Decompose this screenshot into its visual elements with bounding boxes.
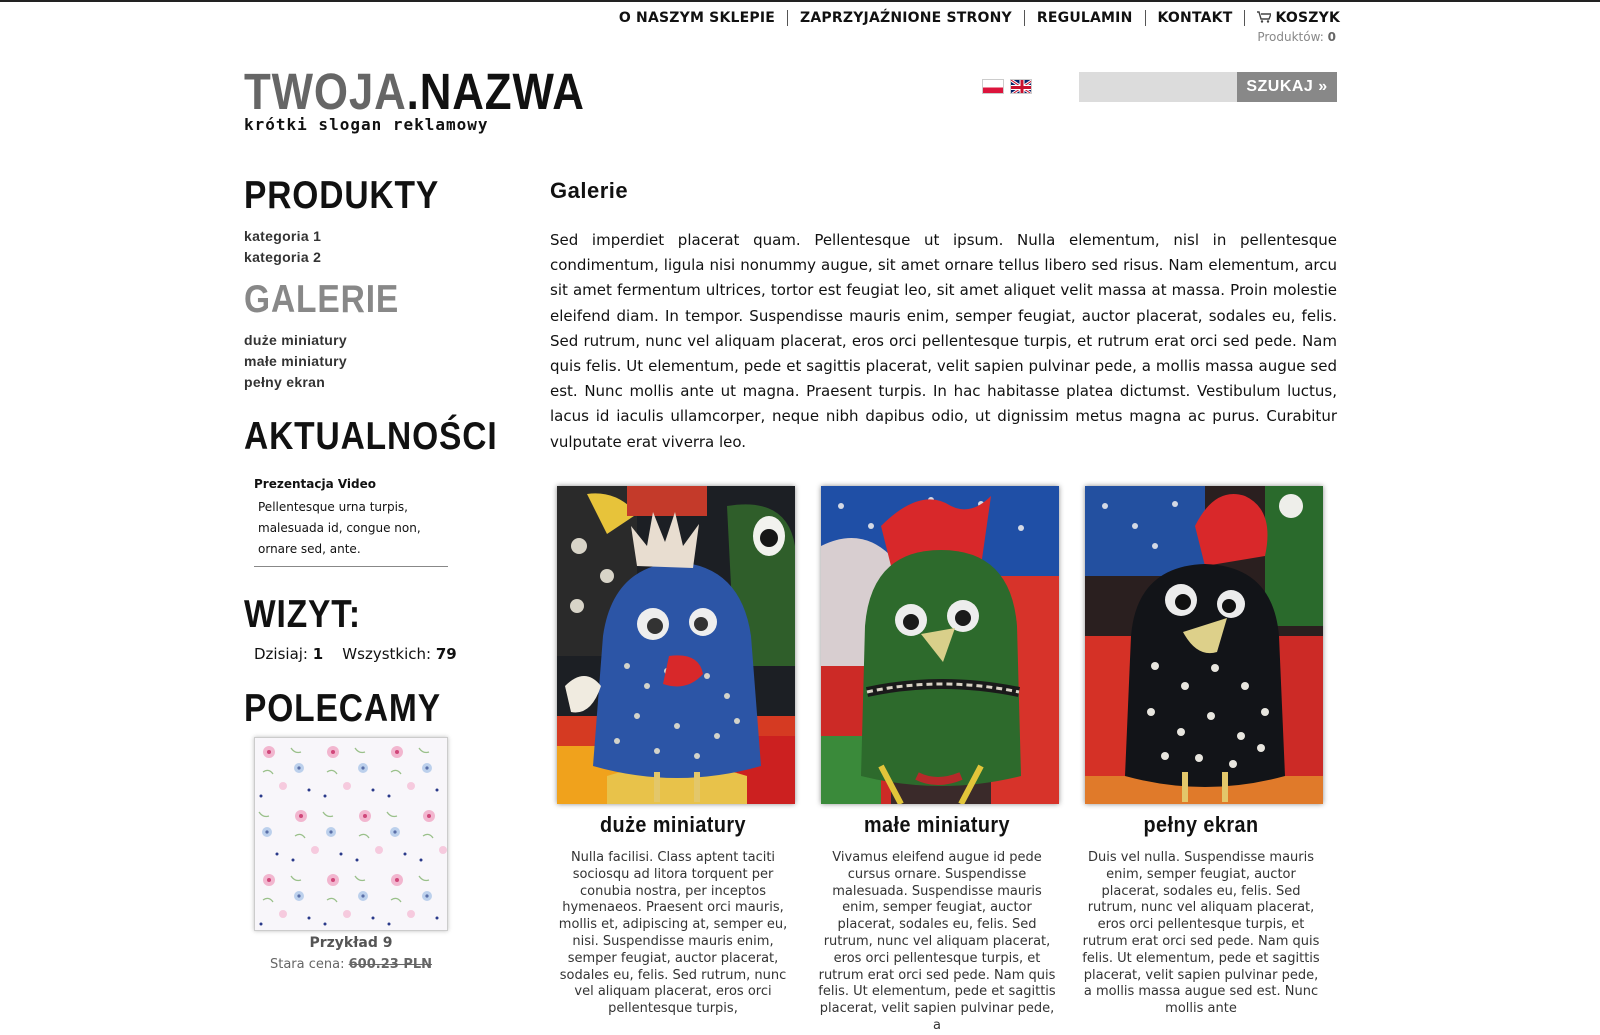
visits-today-value: 1: [312, 645, 324, 663]
logo-part-2: .NAZWA: [406, 63, 585, 120]
visits-total-value: 79: [435, 645, 457, 663]
nav-rules[interactable]: REGULAMIN: [1036, 10, 1133, 26]
promo-old-price-label: Stara cena:: [269, 957, 345, 972]
gallery-caption[interactable]: małe miniatury: [863, 812, 1011, 837]
cart-count: [1230, 30, 1336, 44]
search-button[interactable]: SZUKAJ »: [1237, 72, 1337, 102]
gallery-item: [814, 486, 1060, 1035]
sidebar-item-large-thumbs[interactable]: duże miniatury: [244, 332, 347, 348]
gallery-image-black-bird[interactable]: [1085, 486, 1323, 804]
site-slogan: krótki slogan reklamowy: [244, 115, 489, 134]
nav-cart[interactable]: [1245, 10, 1340, 26]
gallery-description: Nulla facilisi. Class aptent taciti sociosqu ad litora torquent per conubia nostra, per inceptos hymenaeos. Praesent orci mauris, mollis et, adipiscing at, semper eu, nisi. Suspendisse mauris enim, semper feugiat, auctor placerat, sodales eu, felis. Sed rutrum, nunc vel aliquam placerat, eros orci pellentesque turpis,: [558, 850, 788, 1017]
promo-heading: POLECAMY: [244, 687, 441, 730]
gallery-item: [550, 486, 796, 1018]
nav-about[interactable]: O NASZYM SKLEPIE: [618, 10, 776, 26]
news-body: Pellentesque urna turpis, malesuada id, congue non, ornare sed, ante.: [258, 500, 421, 556]
sidebar: [244, 174, 504, 972]
english-flag-icon[interactable]: [1010, 79, 1032, 94]
gallery-heading[interactable]: GALERIE: [244, 278, 400, 321]
visits-total-label: Wszystkich:: [342, 645, 432, 663]
gallery-image-green-bird[interactable]: [821, 486, 1059, 804]
promo-old-price: [254, 957, 448, 972]
cart-label: KOSZYK: [1275, 10, 1340, 26]
site-logo[interactable]: [244, 62, 585, 122]
visits-today-label: Dzisiaj:: [254, 645, 308, 663]
polish-flag-icon[interactable]: [982, 79, 1004, 94]
sidebar-item-fullscreen[interactable]: pełny ekran: [244, 374, 326, 390]
sidebar-item-category-1[interactable]: kategoria 1: [244, 228, 322, 244]
page-title: Galerie: [550, 178, 629, 203]
cart-icon: [1257, 11, 1271, 23]
visits-counter: [254, 645, 504, 663]
gallery-caption[interactable]: pełny ekran: [1143, 812, 1259, 837]
gallery-item: [1078, 486, 1324, 1018]
cart-count-value: 0: [1327, 30, 1336, 44]
cart-count-label: Produktów:: [1257, 30, 1324, 44]
search-form: [1079, 72, 1337, 102]
promo-old-price-value: 600.23 PLN: [348, 957, 433, 972]
promo-product-image[interactable]: [254, 737, 448, 931]
gallery-image-blue-bird[interactable]: [557, 486, 795, 804]
gallery-caption[interactable]: duże miniatury: [599, 812, 747, 837]
language-switcher: [982, 79, 1038, 98]
nav-contact[interactable]: KONTAKT: [1157, 10, 1233, 26]
products-heading: PRODUKTY: [244, 174, 440, 217]
top-navigation: [0, 10, 1340, 30]
main-content: [550, 178, 1337, 1033]
visits-heading: WIZYT:: [244, 593, 361, 636]
news-divider: [254, 566, 448, 567]
nav-friends[interactable]: ZAPRZYJAŹNIONE STRONY: [800, 10, 1012, 26]
gallery-description: Vivamus eleifend augue id pede cursus ornare. Suspendisse malesuada. Suspendisse mauris enim, semper feugiat, auctor placerat, sodales eu, felis. Sed rutrum, nunc vel aliquam placerat, eros orci pellentesque turpis, et rutrum erat orci sed pede. Nam quis felis. Ut elementum, pede et sagittis placerat, velit sapien pulvinar pede, a: [818, 850, 1056, 1033]
logo-part-1: TWOJA: [244, 63, 407, 120]
sidebar-item-category-2[interactable]: kategoria 2: [244, 249, 322, 265]
promo-product-name[interactable]: Przykład 9: [309, 935, 393, 951]
news-heading: AKTUALNOŚCI: [244, 415, 498, 458]
sidebar-item-small-thumbs[interactable]: małe miniatury: [244, 353, 348, 369]
gallery-description: Duis vel nulla. Suspendisse mauris enim, semper feugiat, auctor placerat, sodales eu, felis. Sed rutrum, nunc vel aliquam placerat, eros orci pellentesque turpis, et rutrum erat orci sed pede. Nam quis felis. Ut elementum, pede et sagittis placerat, velit sapien pulvinar pede, a mollis massa augue sed est. Nunc mollis ante: [1082, 850, 1320, 1017]
news-title[interactable]: Prezentacja Video: [254, 477, 377, 491]
intro-text: Sed imperdiet placerat quam. Pellentesque ut ipsum. Nulla elementum, nisl in pellentesque condimentum, ligula nisi nonummy augue, sit amet ornare tellus libero sed risus. Nam elementum, arcu sit amet fermentum ultrices, tortor est feugiat leo, sit amet aliquet velit massa at massa. Proin molestie eleifend diam. In tempor. Suspendisse mauris enim, semper feugiat, auctor placerat, sodales eu, felis. Sed rutrum, nunc vel aliquam placerat, eros orci pellentesque turpis, et rutrum erat orci sed pede. Nam quis felis. Ut elementum, pede et sagittis placerat, velit sapien pulvinar pede, a mollis massa augue sed est. Nunc mollis ante ut magna. Praesent turpis. In hac habitasse platea dictumst. Vestibulum luctus, lacus id iaculis ullamcorper, neque nibh dapibus odio, ut dignissim metus magna ac purus. Curabitur vulputate erat viverra leo.: [550, 231, 1337, 451]
search-input[interactable]: [1079, 72, 1237, 102]
